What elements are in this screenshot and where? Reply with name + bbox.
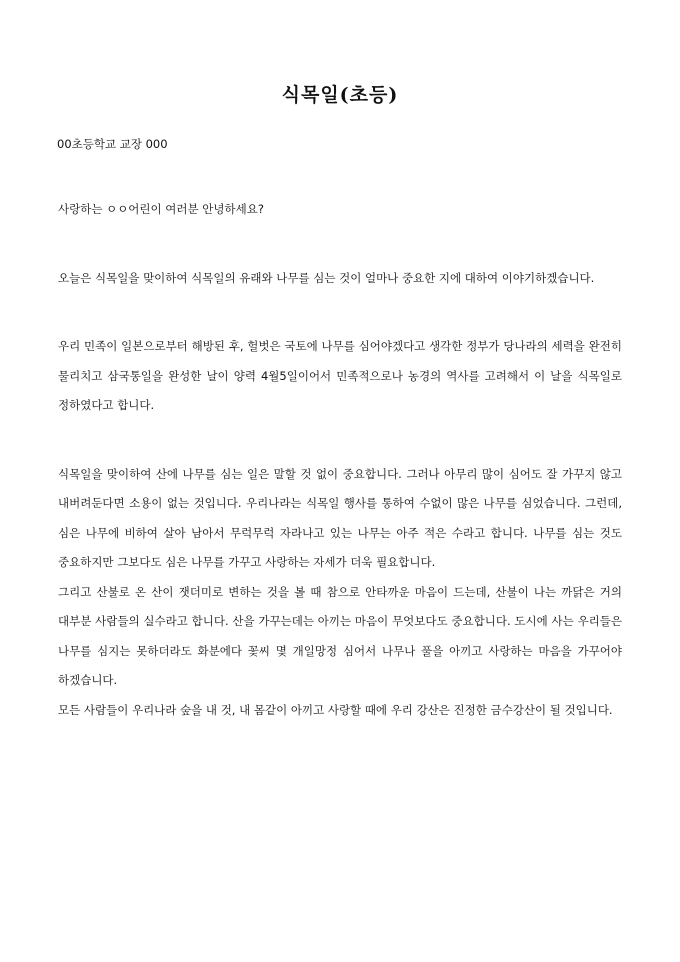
paragraph-closing: 모든 사람들이 우리나라 숲을 내 것, 내 몸같이 아끼고 사랑할 때에 우리 강산은 진정한 금수강산이 될 것입니다. [58, 702, 613, 717]
document-body [58, 195, 622, 725]
document-title: 식목일(초등) [281, 84, 399, 106]
paragraph-wildfire: 그리고 산불로 온 산이 잿더미로 변하는 것을 볼 때 참으로 안타까운 마음이 드는데, 산불이 나는 까닭은 거의 대부분 사람들의 실수라고 합니다. 산을 가꾸는데는 아끼는 마음이 무엇보다도 중요합니다. 도시에 사는 우리들은 나무를 심지는 못하더라도 화분에다 꽃씨 몇 개일망정 심어서 나무나 풀을 아끼고 사랑하는 마음을 가꾸어야 하겠습니다. [58, 584, 622, 687]
paragraph-greeting: 사랑하는 ㅇㅇ어린이 여러분 안녕하세요? [58, 202, 264, 216]
paragraph-care: 식목일을 맞이하여 산에 나무를 심는 일은 말할 것 없이 중요합니다. 그러나 아무리 많이 심어도 잘 가꾸지 않고 내버려둔다면 소용이 없는 것입니다. 우리나라는 식목일 행사를 통하여 수없이 많은 나무를 심었습니다. 그런데, 심은 나무에 비하여 살아 남아서 무럭무럭 자라나고 있는 나무는 아주 적은 수라고 합니다. 나무를 심는 것도 중요하지만 그보다도 심은 나무를 가꾸고 사랑하는 자세가 더욱 필요합니다. [58, 466, 622, 569]
paragraph-origin: 우리 민족이 일본으로부터 해방된 후, 헐벗은 국토에 나무를 심어야겠다고 생각한 정부가 당나라의 세력을 완전히 물리치고 삼국통일을 완성한 날이 양력 4월5일이어서 민족적으로나 농경의 역사를 고려해서 이 날을 식목일로 정하였다고 합니다. [58, 339, 622, 412]
paragraph-intro: 오늘은 식목일을 맞이하여 식목일의 유래와 나무를 심는 것이 얼마나 중요한 지에 대하여 이야기하겠습니다. [58, 270, 595, 285]
document-author: 00초등학교 교장 000 [57, 137, 168, 151]
